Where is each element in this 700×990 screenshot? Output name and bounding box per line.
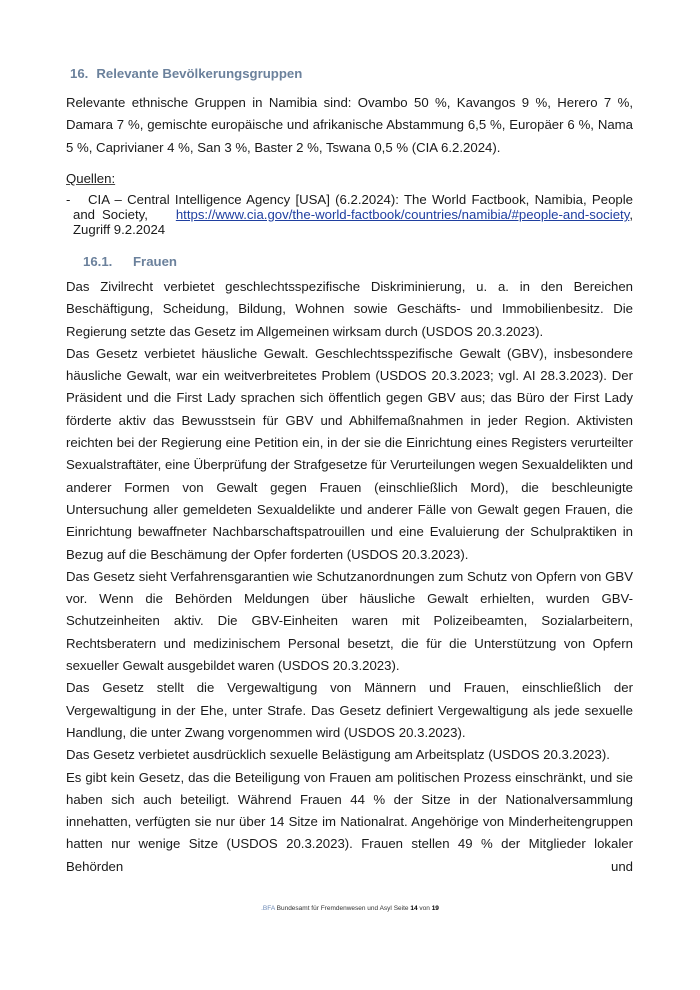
- body-paragraph: Das Gesetz verbietet ausdrücklich sexuelle Belästigung am Arbeitsplatz (USDOS 20.3.2023).: [66, 747, 610, 763]
- footer-page-total: 19: [431, 905, 439, 912]
- intro-paragraph: Relevante ethnische Gruppen in Namibia sind: Ovambo 50 %, Kavangos 9 %, Herero 7 %, Damara 7 %, gemischte europäische und afrikanische Abstammung 6,5 %, Europäer 6 %, Nama 5 %, Caprivianer 4 %, San 3 %, Baster 2 %, Tswana 0,5 % (CIA 6.2.2024).: [66, 95, 633, 155]
- subsection-number: 16.1.: [83, 254, 113, 269]
- subsection-title: Frauen: [133, 254, 177, 269]
- footer-org: Bundesamt für Fremdenwesen und Asyl: [276, 905, 392, 912]
- body-paragraph: Das Gesetz stellt die Vergewaltigung von Männern und Frauen, einschließlich der Vergewaltigung in der Ehe, unter Strafe. Das Gesetz definiert Vergewaltigung als jede sexuelle Handlung, die unter Zwang vorgenommen wird (USDOS 20.3.2023).: [66, 680, 633, 740]
- subsection-body: [66, 276, 633, 878]
- bullet-dash: -: [66, 192, 71, 207]
- source-text: CIA – Central Intelligence Agency [USA] (6.2.2024): The World Factbook, Namibia, People and Society,: [73, 192, 633, 222]
- body-paragraph: Das Gesetz sieht Verfahrensgarantien wie Schutzanordnungen zum Schutz von Opfern von GBV vor. Wenn die Behörden Meldungen über häusliche Gewalt erhielten, wurden GBV-Schutzeinheiten aktiv. Die GBV-Einheiten waren mit Polizeibeamten, Sozialarbeitern, Rechtsberatern und medizinischem Personal besetzt, die für die Unterstützung von Opfern sexueller Gewalt ausgebildet waren (USDOS 20.3.2023).: [66, 568, 633, 674]
- page-footer: [0, 905, 700, 912]
- section-number: 16.: [70, 66, 89, 81]
- body-paragraph: Es gibt kein Gesetz, das die Beteiligung von Frauen am politischen Prozess einschränkt, und sie haben sich auch beteiligt. Während Frauen 44 % der Sitze in der Nationalversammlung innehatten, verfügten sie nur über 14 Sitze im Nationalrat. Angehörige von Minderheitengruppen hatten nur wenige Sitze (USDOS 20.3.2023). Frauen stellen 49 % der Mitglieder lokaler Behörden und: [66, 769, 633, 874]
- footer-page-current: 14: [410, 905, 418, 912]
- body-paragraph: Das Zivilrecht verbietet geschlechtsspezifische Diskriminierung, u. a. in den Bereichen Beschäftigung, Scheidung, Bildung, Wohnen sowie Geschäfts- und Immobilienbesitz. Die Regierung setzte das Gesetz im Allgemeinen wirksam durch (USDOS 20.3.2023).: [66, 279, 633, 339]
- source-link[interactable]: https://www.cia.gov/the-world-factbook/countries/namibia/#people-and-society: [175, 207, 630, 222]
- source-access-date: , Zugriff 9.2.2024: [73, 207, 633, 237]
- sources-label: Quellen:: [66, 171, 116, 186]
- bfa-logo-text: .BFA: [261, 905, 275, 912]
- footer-page-label: Seite: [393, 905, 409, 912]
- body-paragraph: Das Gesetz verbietet häusliche Gewalt. Geschlechtsspezifische Gewalt (GBV), insbesondere häusliche Gewalt, war ein weitverbreitetes Problem (USDOS 20.3.2023; vgl. AI 28.3.2023). Der Präsident und die First Lady sprachen sich öffentlich gegen GBV aus; das Büro der First Lady förderte aktiv das Bewusstsein für GBV und Abhilfemaßnahmen in jeder Region. Aktivisten reichten bei der Regierung eine Petition ein, in der sie die Einrichtung eines Registers verurteilter Sexualstraftäter, eine Überprüfung der Strafgesetze für Verurteilungen wegen Sexualdelikten und anderer Formen von Gewalt gegen Frauen (einschließlich Mord), die beschleunigte Untersuchung aller gemeldeten Sexualdelikte und anderer Fälle von Gewalt gegen Frauen, die Einrichtung bewaffneter Nachbarschaftspatrouillen und eine Evaluierung der Schulpraktiken in Bezug auf die Beschämung der Opfer forderten (USDOS 20.3.2023).: [66, 345, 633, 562]
- source-list-item: [66, 192, 633, 237]
- subsection-heading: [83, 254, 177, 269]
- section-title: Relevante Bevölkerungsgruppen: [96, 66, 303, 81]
- section-heading: [70, 66, 302, 81]
- footer-page-sep: von: [419, 905, 430, 912]
